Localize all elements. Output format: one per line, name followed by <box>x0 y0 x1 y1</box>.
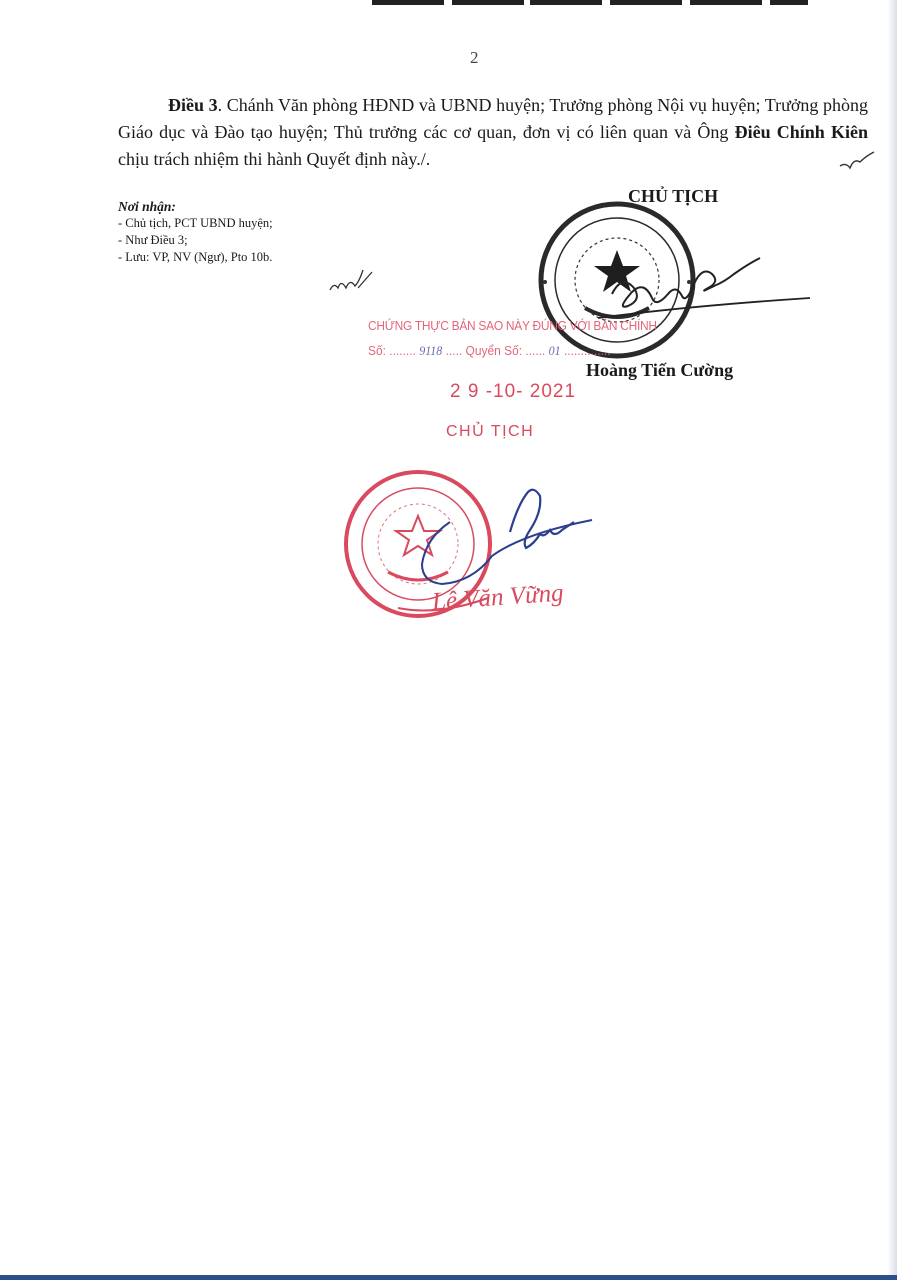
certification-title: CHỦ TỊCH <box>446 423 535 440</box>
article-text-1: . Chánh Văn phòng HĐND và UBND huyện; Trưởng phòng Nội vụ huyện; Trưởng phòng Giáo dục và Đào tạo huyện; Thủ trưởng các cơ quan, đơn vị có liên quan và Ông <box>118 95 868 142</box>
recipients-heading: Nơi nhận: <box>118 199 176 214</box>
scan-top-edge <box>0 0 897 8</box>
end-initial-mark <box>838 148 878 178</box>
page-number: 2 <box>470 48 479 67</box>
recipient-item: - Lưu: VP, NV (Ngư), Pto 10b. <box>118 250 273 264</box>
article-3-paragraph <box>118 92 868 173</box>
cert-so-label: Số: <box>368 343 386 358</box>
cert-quyen-value: 01 <box>548 343 561 358</box>
signer-name: Hoàng Tiến Cường <box>586 360 734 380</box>
article-text-2: chịu trách nhiệm thi hành Quyết định này./. <box>118 149 431 169</box>
article-person: Điêu Chính Kiên <box>734 122 868 142</box>
certification-date: 2 9 -10- 2021 <box>450 381 577 402</box>
certifier-signature <box>410 482 600 592</box>
cert-so-value: 9118 <box>419 343 443 358</box>
cert-quyen-label: Quyển Số: <box>465 343 523 358</box>
recipients-block <box>118 198 273 266</box>
scan-right-edge <box>887 0 897 1280</box>
certifier-name: Lê Văn Vững <box>431 579 565 616</box>
certification-stamp-text: CHỨNG THỰC BẢN SAO NÀY ĐÚNG VỚI BẢN CHÍNH <box>368 318 657 333</box>
recipient-item: - Như Điều 3; <box>118 233 188 247</box>
recipients-initials <box>328 268 382 298</box>
signer-title: CHỦ TỊCH <box>628 186 719 206</box>
recipient-item: - Chủ tịch, PCT UBND huyện; <box>118 216 273 230</box>
article-label: Điều 3 <box>168 95 218 115</box>
scan-bottom-edge <box>0 1275 897 1280</box>
certification-number-line: Số: ........ 9118 ..... Quyển Số: ...... 01 .............. <box>368 343 611 358</box>
